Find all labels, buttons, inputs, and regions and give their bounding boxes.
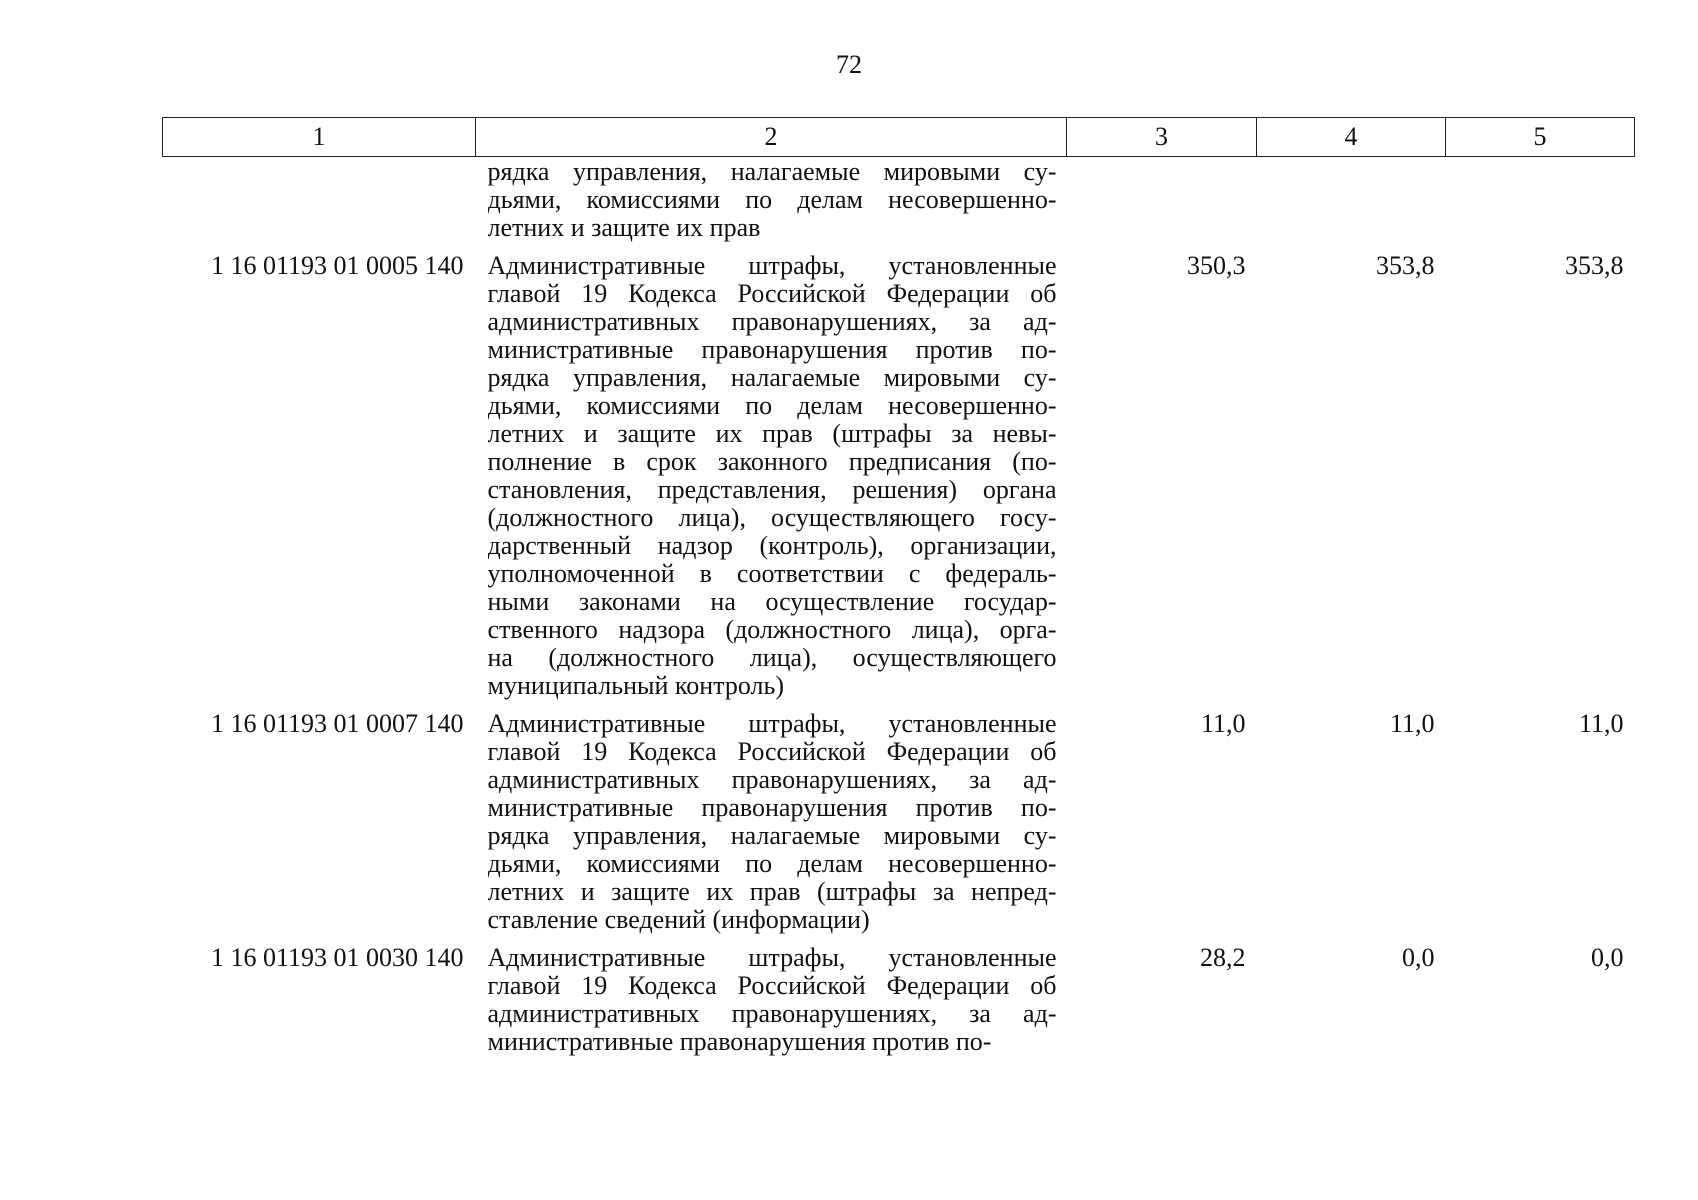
row-value-col-3: 28,2 xyxy=(1200,943,1246,972)
description-line: дьями, комиссиями по делам несовершенно- xyxy=(487,850,1057,878)
row-value-col-4: 0,0 xyxy=(1402,943,1435,972)
description-line: уполномоченной в соответствии с федераль- xyxy=(487,560,1057,588)
row-value-col-4: 353,8 xyxy=(1376,251,1435,280)
row-value-col-4 xyxy=(1257,157,1446,253)
description-line: рядка управления, налагаемые мировыми су- xyxy=(487,364,1057,392)
header-col-5: 5 xyxy=(1446,118,1635,157)
table-row xyxy=(163,157,1635,253)
row-value-col-3 xyxy=(1067,157,1257,253)
header-row xyxy=(163,118,1635,157)
header-col-3: 3 xyxy=(1067,118,1257,157)
description-line: административных правонарушениях, за ад- xyxy=(487,766,1057,794)
row-value-col-5: 11,0 xyxy=(1578,709,1624,738)
row-value-col-3: 11,0 xyxy=(1200,709,1246,738)
row-code xyxy=(163,157,476,253)
row-code: 1 16 01193 01 0007 140 xyxy=(210,709,464,738)
description-line: министративные правонарушения против по- xyxy=(487,794,1057,822)
table-header xyxy=(163,118,1635,157)
row-code: 1 16 01193 01 0005 140 xyxy=(210,251,464,280)
description-line: летних и защите их прав xyxy=(487,214,761,242)
description-line: дарственный надзор (контроль), организации, xyxy=(487,532,1057,560)
description-line: министративные правонарушения против по- xyxy=(487,336,1057,364)
budget-table-container xyxy=(162,117,1634,1056)
row-value-col-4: 11,0 xyxy=(1389,709,1435,738)
row-description xyxy=(476,252,1067,710)
table-body xyxy=(163,157,1635,1057)
description-line: министративные правонарушения против по- xyxy=(487,1028,992,1056)
description-line: полнение в срок законного предписания (по- xyxy=(487,448,1057,476)
description-line: становления, представления, решения) органа xyxy=(487,476,1057,504)
row-value-col-5: 0,0 xyxy=(1591,943,1624,972)
table-row xyxy=(163,944,1635,1056)
description-line: на (должностного лица), осуществляющего xyxy=(487,644,1057,672)
description-line: главой 19 Кодекса Российской Федерации об xyxy=(487,280,1057,308)
description-line: административных правонарушениях, за ад- xyxy=(487,308,1057,336)
table-row xyxy=(163,710,1635,944)
row-value-col-3: 350,3 xyxy=(1187,251,1246,280)
row-description xyxy=(476,710,1067,944)
row-description xyxy=(476,944,1067,1056)
description-line: дьями, комиссиями по делам несовершенно- xyxy=(487,392,1057,420)
description-line: дьями, комиссиями по делам несовершенно- xyxy=(487,186,1057,214)
description-line: ными законами на осуществление государ- xyxy=(487,588,1057,616)
page-number: 72 xyxy=(836,50,862,79)
description-line: Административные штрафы, установленные xyxy=(487,944,1057,972)
row-value-col-5: 353,8 xyxy=(1565,251,1624,280)
description-line: главой 19 Кодекса Российской Федерации об xyxy=(487,972,1057,1000)
description-line: административных правонарушениях, за ад- xyxy=(487,1000,1057,1028)
row-code: 1 16 01193 01 0030 140 xyxy=(210,943,464,972)
description-line: рядка управления, налагаемые мировыми су- xyxy=(487,822,1057,850)
header-col-4: 4 xyxy=(1257,118,1446,157)
description-line: летних и защите их прав (штрафы за непред- xyxy=(487,878,1057,906)
description-line: ственного надзора (должностного лица), орга- xyxy=(487,616,1057,644)
row-description xyxy=(476,157,1067,253)
description-line: летних и защите их прав (штрафы за невы- xyxy=(487,420,1057,448)
description-line: (должностного лица), осуществляющего госу- xyxy=(487,504,1057,532)
table-row xyxy=(163,252,1635,710)
header-col-2: 2 xyxy=(476,118,1067,157)
description-line: Административные штрафы, установленные xyxy=(487,710,1057,738)
row-value-col-5 xyxy=(1446,157,1635,253)
description-line: Административные штрафы, установленные xyxy=(487,252,1057,280)
description-line: главой 19 Кодекса Российской Федерации об xyxy=(487,738,1057,766)
description-line: ставление сведений (информации) xyxy=(487,906,870,934)
budget-table xyxy=(162,117,1635,1056)
header-col-1: 1 xyxy=(163,118,476,157)
description-line: рядка управления, налагаемые мировыми су- xyxy=(487,158,1057,186)
description-line: муниципальный контроль) xyxy=(487,672,784,700)
